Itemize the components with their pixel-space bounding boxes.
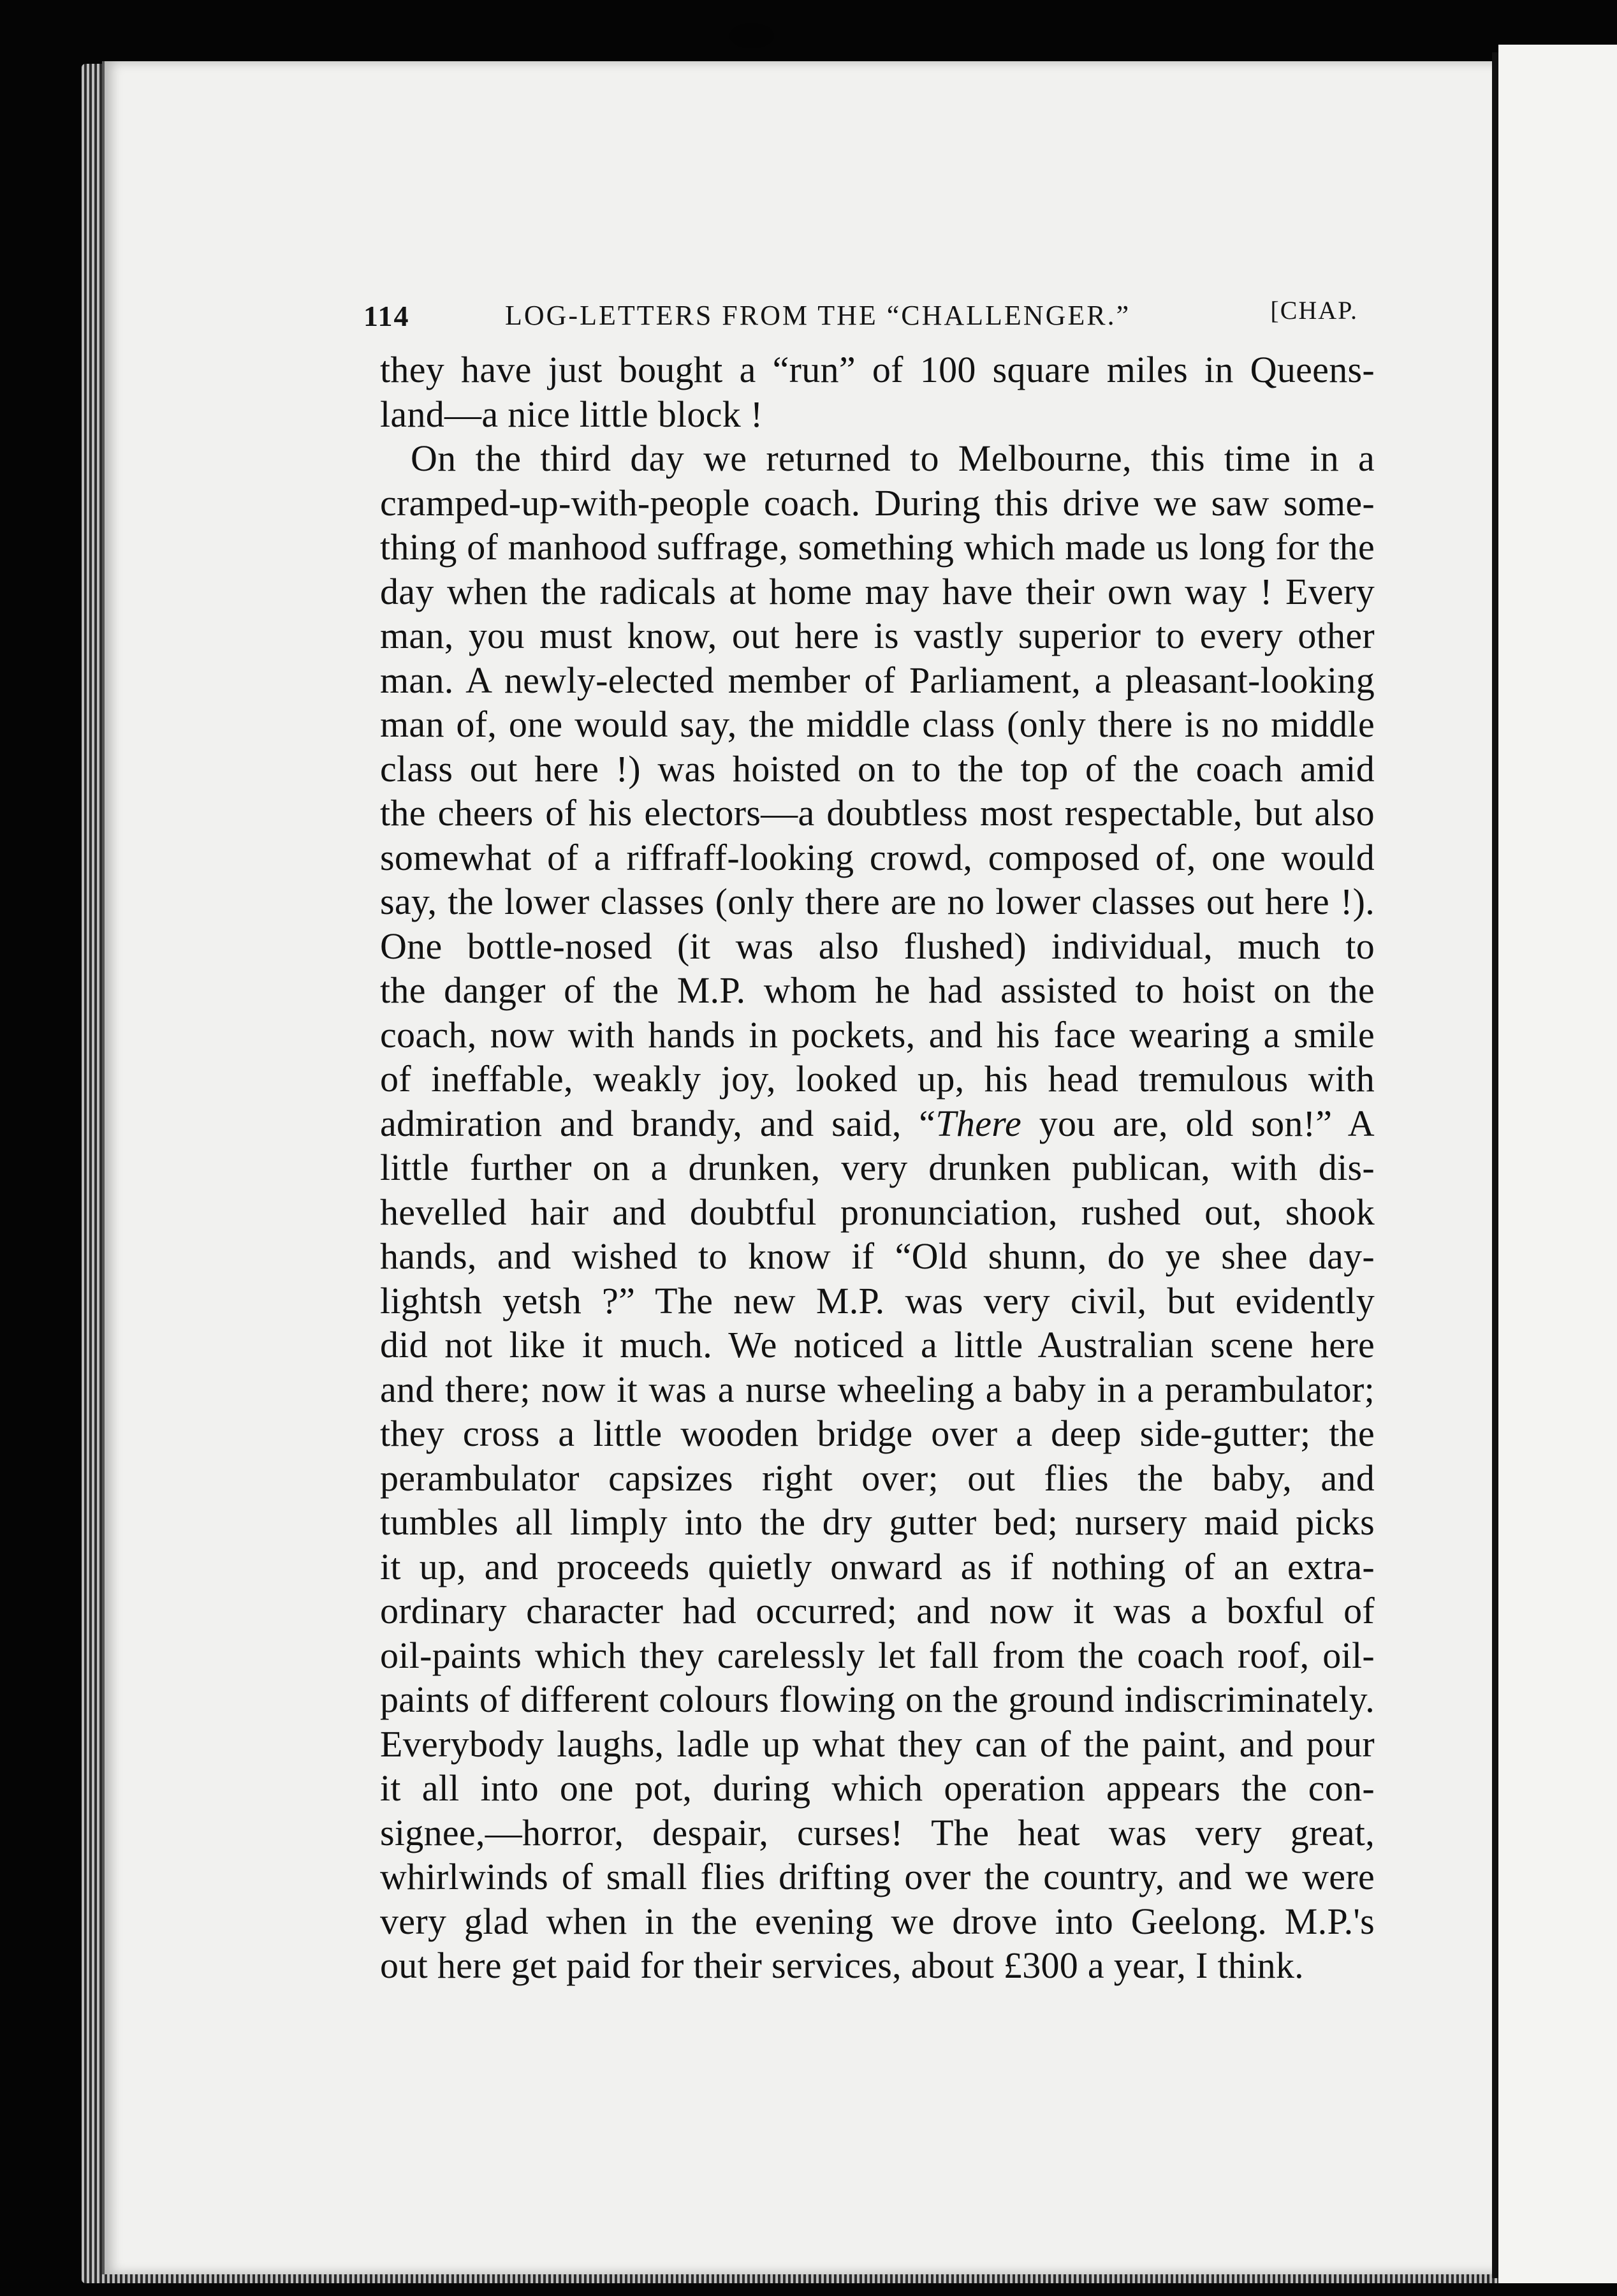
- text-line: it up, and proceeds quietly onward as if nothing of an extra-: [380, 1545, 1375, 1587]
- text-segment: you are, old son!” A: [1021, 1102, 1375, 1144]
- text-line: oil-paints which they carelessly let fall from the coach roof, oil-: [380, 1634, 1375, 1676]
- text-line: Everybody laughs, ladle up what they can of the paint, and pour: [380, 1723, 1375, 1765]
- body-text: [380, 348, 1375, 1988]
- running-head: [363, 290, 1358, 341]
- text-line: little further on a drunken, very drunken publican, with dis-: [380, 1147, 1375, 1188]
- text-line: man of, one would say, the middle class (only there is no middle: [380, 703, 1375, 745]
- text-line: tumbles all limply into the dry gutter bed; nursery maid picks: [380, 1501, 1375, 1543]
- text-line: out here get paid for their services, about £300 a year, I think.: [380, 1945, 1304, 1986]
- text-line: they cross a little wooden bridge over a deep side-gutter; the: [380, 1413, 1375, 1454]
- text-line: did not like it much. We noticed a little Australian scene here: [380, 1324, 1375, 1365]
- text-line: [380, 1101, 1375, 1146]
- text-line: lightsh yetsh ?” The new M.P. was very civil, but evidently: [380, 1279, 1375, 1321]
- text-line: ordinary character had occurred; and now it was a boxful of: [380, 1590, 1375, 1631]
- page-number: 114: [363, 300, 410, 332]
- text-line: the cheers of his electors—a doubtless most respectable, but also: [380, 792, 1375, 834]
- text-line: of ineffable, weakly joy, looked up, his head tremulous with: [380, 1058, 1375, 1100]
- text-line: whirlwinds of small flies drifting over the country, and we were: [380, 1856, 1375, 1897]
- text-line: very glad when in the evening we drove into Geelong. M.P.'s: [380, 1900, 1375, 1942]
- text-line: coach, now with hands in pockets, and his face wearing a smile: [380, 1013, 1375, 1056]
- text-line: somewhat of a riffraff-looking crowd, composed of, one would: [380, 836, 1375, 878]
- text-line: the danger of the M.P. whom he had assisted to hoist on the: [380, 969, 1375, 1011]
- italic-emphasis: There: [935, 1102, 1022, 1144]
- text-line: signee,—horror, despair, curses! The heat was very great,: [380, 1811, 1375, 1853]
- text-line: land—a nice little block !: [380, 393, 763, 435]
- text-line: perambulator capsizes right over; out flies the baby, and: [380, 1457, 1375, 1499]
- text-line: hands, and wished to know if “Old shunn, do ye shee day-: [380, 1235, 1375, 1277]
- facing-page-edge: [1498, 45, 1617, 2283]
- book-gutter: [1492, 52, 1498, 2278]
- text-line: paints of different colours flowing on the ground indiscriminately.: [380, 1679, 1375, 1720]
- text-line: say, the lower classes (only there are no lower classes out here !).: [380, 881, 1375, 922]
- text-line: man, you must know, out here is vastly superior to every other: [380, 615, 1375, 656]
- text-segment: admiration and brandy, and said, “: [380, 1102, 936, 1144]
- chapter-marker: [CHAP.: [1270, 296, 1358, 325]
- text-line: class out here !) was hoisted on to the top of the coach amid: [380, 747, 1375, 790]
- text-line: it all into one pot, during which operation appears the con-: [380, 1767, 1375, 1809]
- text-line: man. A newly-elected member of Parliament, a pleasant-looking: [380, 659, 1375, 701]
- text-line: hevelled hair and doubtful pronunciation, rushed out, shook: [380, 1191, 1375, 1233]
- text-line: day when the radicals at home may have their own way ! Every: [380, 570, 1375, 612]
- print-blemish: [729, 23, 774, 48]
- running-title: LOG-LETTERS FROM THE “CHALLENGER.”: [505, 300, 1131, 331]
- text-line: and there; now it was a nurse wheeling a baby in a perambulator;: [380, 1368, 1375, 1410]
- text-line: On the third day we returned to Melbourne, this time in a: [411, 438, 1375, 479]
- text-line: thing of manhood suffrage, something which made us long for the: [380, 526, 1375, 568]
- text-line: cramped-up-with-people coach. During this drive we saw some-: [380, 482, 1375, 524]
- text-line: One bottle-nosed (it was also flushed) individual, much to: [380, 925, 1375, 967]
- text-line: they have just bought a “run” of 100 square miles in Queens-: [380, 349, 1375, 390]
